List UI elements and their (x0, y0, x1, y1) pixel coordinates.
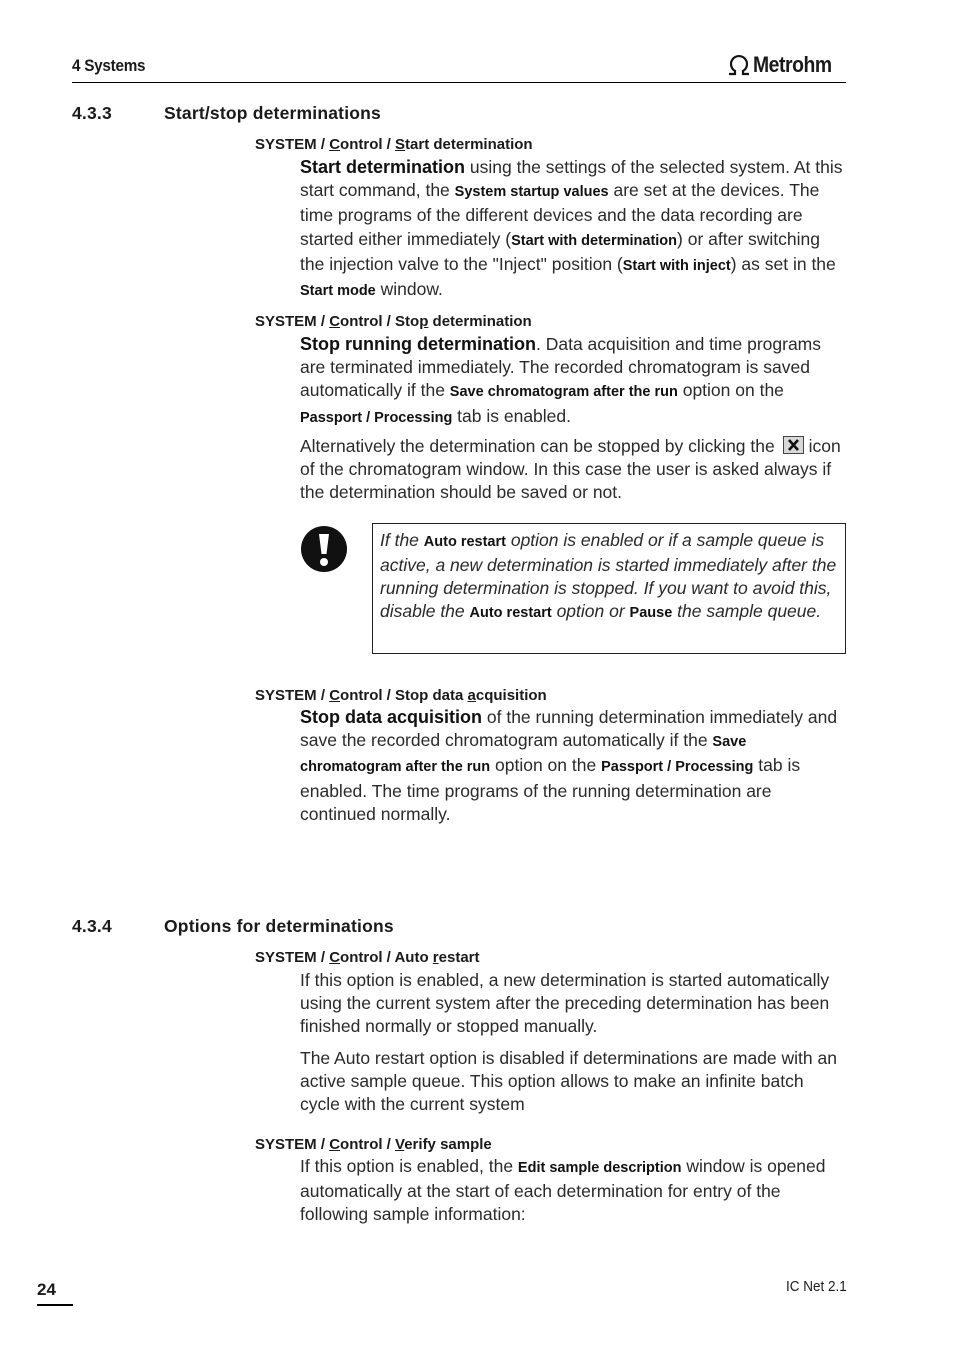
auto-restart-description: If this option is enabled, a new determination is started automatically using the current system after the preceding determination has been finished normally or stopped manually. (300, 970, 830, 1037)
section-title: Options for determinations (164, 916, 394, 936)
close-window-icon (783, 436, 804, 454)
logo-text: Metrohm (753, 52, 832, 77)
metrohm-logo (725, 52, 842, 78)
menu-path-stop: SYSTEM / Control / Stop determination (255, 313, 532, 330)
stop-description: Stop running determination. Data acquisition and time programs are terminated immediately. The recorded chromatogram is saved automatically if the Save chromatogram after the run option on the Passport / Processing tab is enabled. (300, 334, 821, 426)
acquisition-description: Stop data acquisition of the running determination immediately and save the recorded chromatogram automatically if the Save chromatogram after the run option on the Passport / Processing tab is enabled. The time programs of the running determination are continued normally. (300, 707, 838, 824)
section-number: 4.3.3 (72, 103, 112, 123)
stop-alternative: Alternatively the determination can be stopped by clicking the icon of the chromatogram window. In this case the user is asked always if the determination should be saved or not. (300, 436, 841, 503)
start-description: Start determination using the settings of the selected system. At this start command, the System startup values are set at the devices. The time programs of the different devices and the data recording are started either immediately (Start with determination) or after switching the injection valve to the "Inject" position (Start with inject) as set in the Start mode window. (300, 157, 843, 300)
page-number-rule (37, 1304, 73, 1306)
omega-icon (725, 52, 753, 78)
menu-path-acquisition: SYSTEM / Control / Stop data acquisition (255, 687, 547, 704)
section-number: 4.3.4 (72, 916, 112, 936)
section-title: Start/stop determinations (164, 103, 381, 123)
exclamation-icon (300, 525, 348, 573)
menu-path-start: SYSTEM / Control / Start determination (255, 136, 533, 153)
chapter-header: 4 Systems (72, 56, 146, 75)
auto-restart-note: The Auto restart option is disabled if determinations are made with an active sample queue. This option allows to make an infinite batch cycle with the current system (300, 1048, 837, 1115)
page-number: 24 (37, 1280, 56, 1299)
note-text: If the Auto restart option is enabled or if a sample queue is active, a new determination is started immediately after the running determination is stopped. If you want to avoid this, disable the Auto restart option or Pause the sample queue. (380, 530, 837, 622)
product-name: IC Net 2.1 (786, 1278, 847, 1295)
menu-path-verify-sample: SYSTEM / Control / Verify sample (255, 1136, 492, 1153)
menu-path-auto-restart: SYSTEM / Control / Auto restart (255, 949, 480, 966)
header-rule (72, 82, 846, 83)
verify-sample-description: If this option is enabled, the Edit sample description window is opened automatically at the start of each determination for entry of the following sample information: (300, 1156, 826, 1225)
